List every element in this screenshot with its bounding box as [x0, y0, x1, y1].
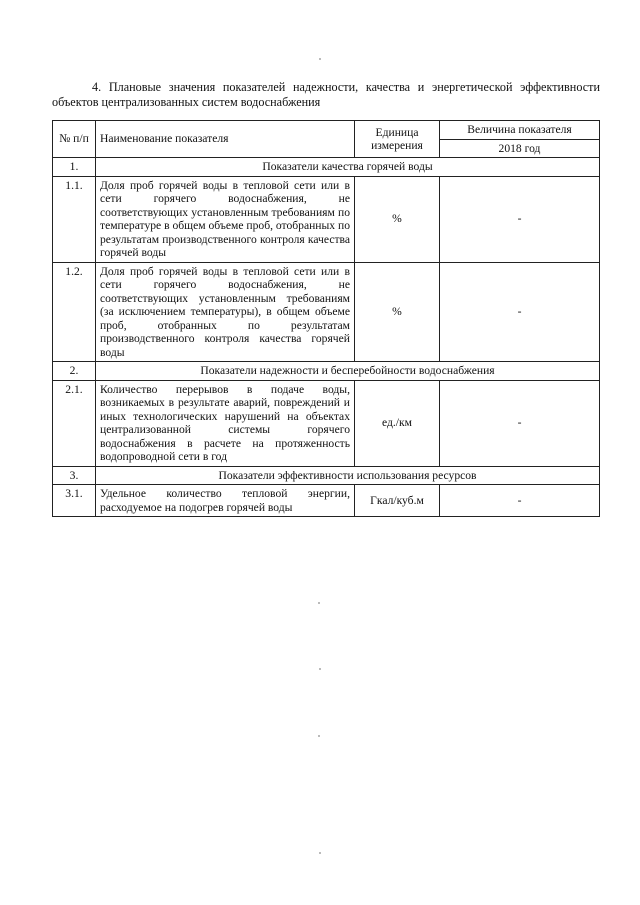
intro-text: 4. Плановые значения показателей надежности, качества и энергетической эффективности объектов централизованных систем водоснабжения — [52, 80, 600, 109]
row-num: 1.2. — [53, 262, 96, 362]
header-unit: Единица измерения — [355, 121, 440, 158]
row-value: - — [440, 262, 600, 362]
header-value: Величина показателя — [440, 121, 600, 140]
row-name: Количество перерывов в подаче воды, возникаемых в результате аварий, повреждений и иных технологических нарушений на объектах централизованной системы горячего водоснабжения в расчете на протяженность водопроводной сети в год — [96, 380, 355, 466]
intro-paragraph — [52, 80, 600, 110]
table-row — [53, 380, 600, 466]
row-unit: % — [355, 262, 440, 362]
row-unit: % — [355, 176, 440, 262]
row-value: - — [440, 176, 600, 262]
row-unit: ед./км — [355, 380, 440, 466]
section-num: 3. — [53, 466, 96, 485]
section-row — [53, 362, 600, 381]
scan-speck — [319, 852, 321, 854]
scan-speck — [318, 602, 320, 604]
row-num: 2.1. — [53, 380, 96, 466]
section-row — [53, 466, 600, 485]
row-unit: Гкал/куб.м — [355, 485, 440, 517]
row-name: Удельное количество тепловой энергии, расходуемое на подогрев горячей воды — [96, 485, 355, 517]
scan-speck — [319, 668, 321, 670]
table-row — [53, 176, 600, 262]
row-num: 1.1. — [53, 176, 96, 262]
section-row — [53, 158, 600, 177]
section-num: 2. — [53, 362, 96, 381]
header-name: Наименование показателя — [96, 121, 355, 158]
indicators-table — [52, 120, 600, 517]
scan-speck — [318, 735, 320, 737]
row-name: Доля проб горячей воды в тепловой сети или в сети горячего водоснабжения, не соответствующих установленным требованиям (за исключением температуры), в общем объеме проб, отобранных по результатам производственного контроля качества горячей воды — [96, 262, 355, 362]
table-row — [53, 485, 600, 517]
scan-speck — [319, 58, 321, 60]
row-num: 3.1. — [53, 485, 96, 517]
row-value: - — [440, 485, 600, 517]
row-name: Доля проб горячей воды в тепловой сети или в сети горячего водоснабжения, не соответствующих установленным требованиям по температуре в общем объеме проб, отобранных по результатам производственного контроля качества горячей воды — [96, 176, 355, 262]
table-row — [53, 262, 600, 362]
row-value: - — [440, 380, 600, 466]
section-title: Показатели качества горячей воды — [96, 158, 600, 177]
section-title: Показатели надежности и бесперебойности водоснабжения — [96, 362, 600, 381]
section-title: Показатели эффективности использования ресурсов — [96, 466, 600, 485]
header-num: № п/п — [53, 121, 96, 158]
section-num: 1. — [53, 158, 96, 177]
header-year: 2018 год — [440, 139, 600, 158]
